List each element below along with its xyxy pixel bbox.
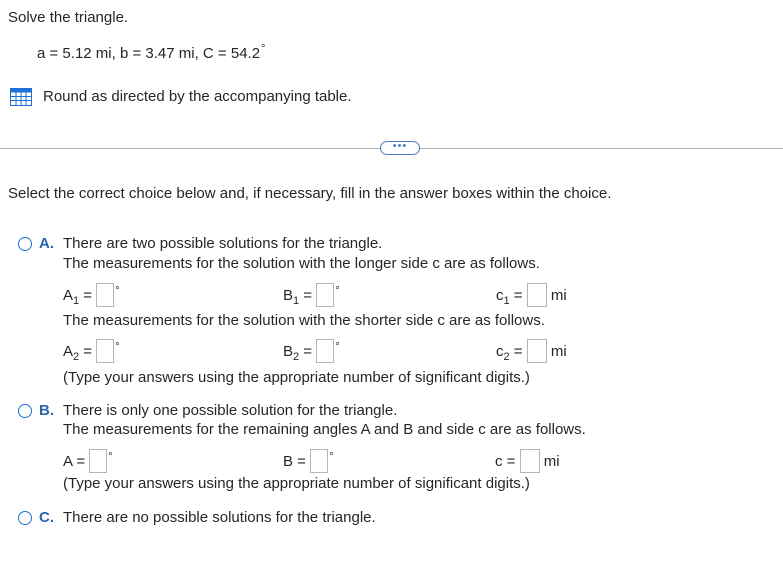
choice-a-row1-side-c (496, 284, 567, 308)
given-values (37, 45, 265, 62)
choice-c-letter[interactable]: C. (39, 509, 54, 526)
answer-c2-input[interactable] (527, 339, 547, 363)
label-b1: B (283, 286, 294, 304)
subscript: 1 (73, 294, 80, 307)
choice-b-side-c (495, 450, 560, 474)
degree-symbol: ° (108, 450, 113, 463)
equals: = (79, 342, 93, 360)
degree-symbol: ° (335, 340, 340, 353)
equals: = (509, 286, 523, 304)
answer-a2-input[interactable] (96, 339, 114, 363)
label-c2: c (496, 342, 504, 360)
choice-c-line1: There are no possible solutions for the triangle. (63, 509, 376, 526)
answer-b2-input[interactable] (316, 339, 334, 363)
degree-symbol: ° (115, 340, 120, 353)
choice-b-angle-b (283, 450, 334, 474)
subscript: 1 (293, 294, 300, 307)
subscript: 1 (503, 294, 510, 307)
answer-a1-input[interactable] (96, 283, 114, 307)
instruction-text: Solve the triangle. (8, 9, 129, 26)
choice-b-line2: The measurements for the remaining angles A and B and side c are as follows. (63, 421, 586, 438)
equals: = (509, 342, 523, 360)
degree-symbol: ° (329, 450, 334, 463)
subscript: 2 (293, 350, 300, 363)
choice-a-line2: The measurements for the solution with the longer side c are as follows. (63, 255, 540, 272)
choice-b-angle-a (63, 450, 113, 474)
given-degree-symbol: ° (261, 43, 266, 55)
label-b: B = (283, 452, 306, 470)
choice-a-letter[interactable]: A. (39, 235, 54, 252)
radio-choice-a[interactable] (18, 237, 32, 251)
answer-c-input[interactable] (520, 449, 540, 473)
choice-a-row2-angle-a (63, 340, 120, 364)
choice-b-note: (Type your answers using the appropriate number of significant digits.) (63, 475, 530, 492)
expand-button[interactable]: ••• (380, 141, 420, 155)
equals: = (299, 342, 313, 360)
subscript: 2 (73, 350, 80, 363)
label-c1: c (496, 286, 504, 304)
answer-c1-input[interactable] (527, 283, 547, 307)
choice-b-line1: There is only one possible solution for the triangle. (63, 402, 398, 419)
radio-choice-b[interactable] (18, 404, 32, 418)
equals: = (79, 286, 93, 304)
answer-a-input[interactable] (89, 449, 107, 473)
choice-a-line3: The measurements for the solution with the shorter side c are as follows. (63, 312, 545, 329)
round-note[interactable]: Round as directed by the accompanying table. (43, 88, 352, 105)
answer-b-input[interactable] (310, 449, 328, 473)
unit-mi: mi (550, 342, 567, 360)
label-a1: A (63, 286, 74, 304)
choice-a-row1-angle-b (283, 284, 340, 308)
choice-a-row2-angle-b (283, 340, 340, 364)
label-c: c = (495, 452, 516, 470)
radio-choice-c[interactable] (18, 511, 32, 525)
choice-a-row1-angle-a (63, 284, 120, 308)
degree-symbol: ° (335, 284, 340, 297)
subscript: 2 (503, 350, 510, 363)
prompt-text: Select the correct choice below and, if necessary, fill in the answer boxes within the choice. (8, 185, 612, 202)
given-values-text: a = 5.12 mi, b = 3.47 mi, C = 54.2 (37, 45, 261, 62)
answer-b1-input[interactable] (316, 283, 334, 307)
choice-a-line1: There are two possible solutions for the triangle. (63, 235, 383, 252)
label-b2: B (283, 342, 294, 360)
unit-mi: mi (550, 286, 567, 304)
unit-mi: mi (543, 452, 560, 470)
choice-b-letter[interactable]: B. (39, 402, 54, 419)
choice-a-row2-side-c (496, 340, 567, 364)
table-icon[interactable] (10, 88, 32, 106)
degree-symbol: ° (115, 284, 120, 297)
label-a2: A (63, 342, 74, 360)
choice-a-note: (Type your answers using the appropriate number of significant digits.) (63, 369, 530, 386)
label-a: A = (63, 452, 86, 470)
equals: = (299, 286, 313, 304)
